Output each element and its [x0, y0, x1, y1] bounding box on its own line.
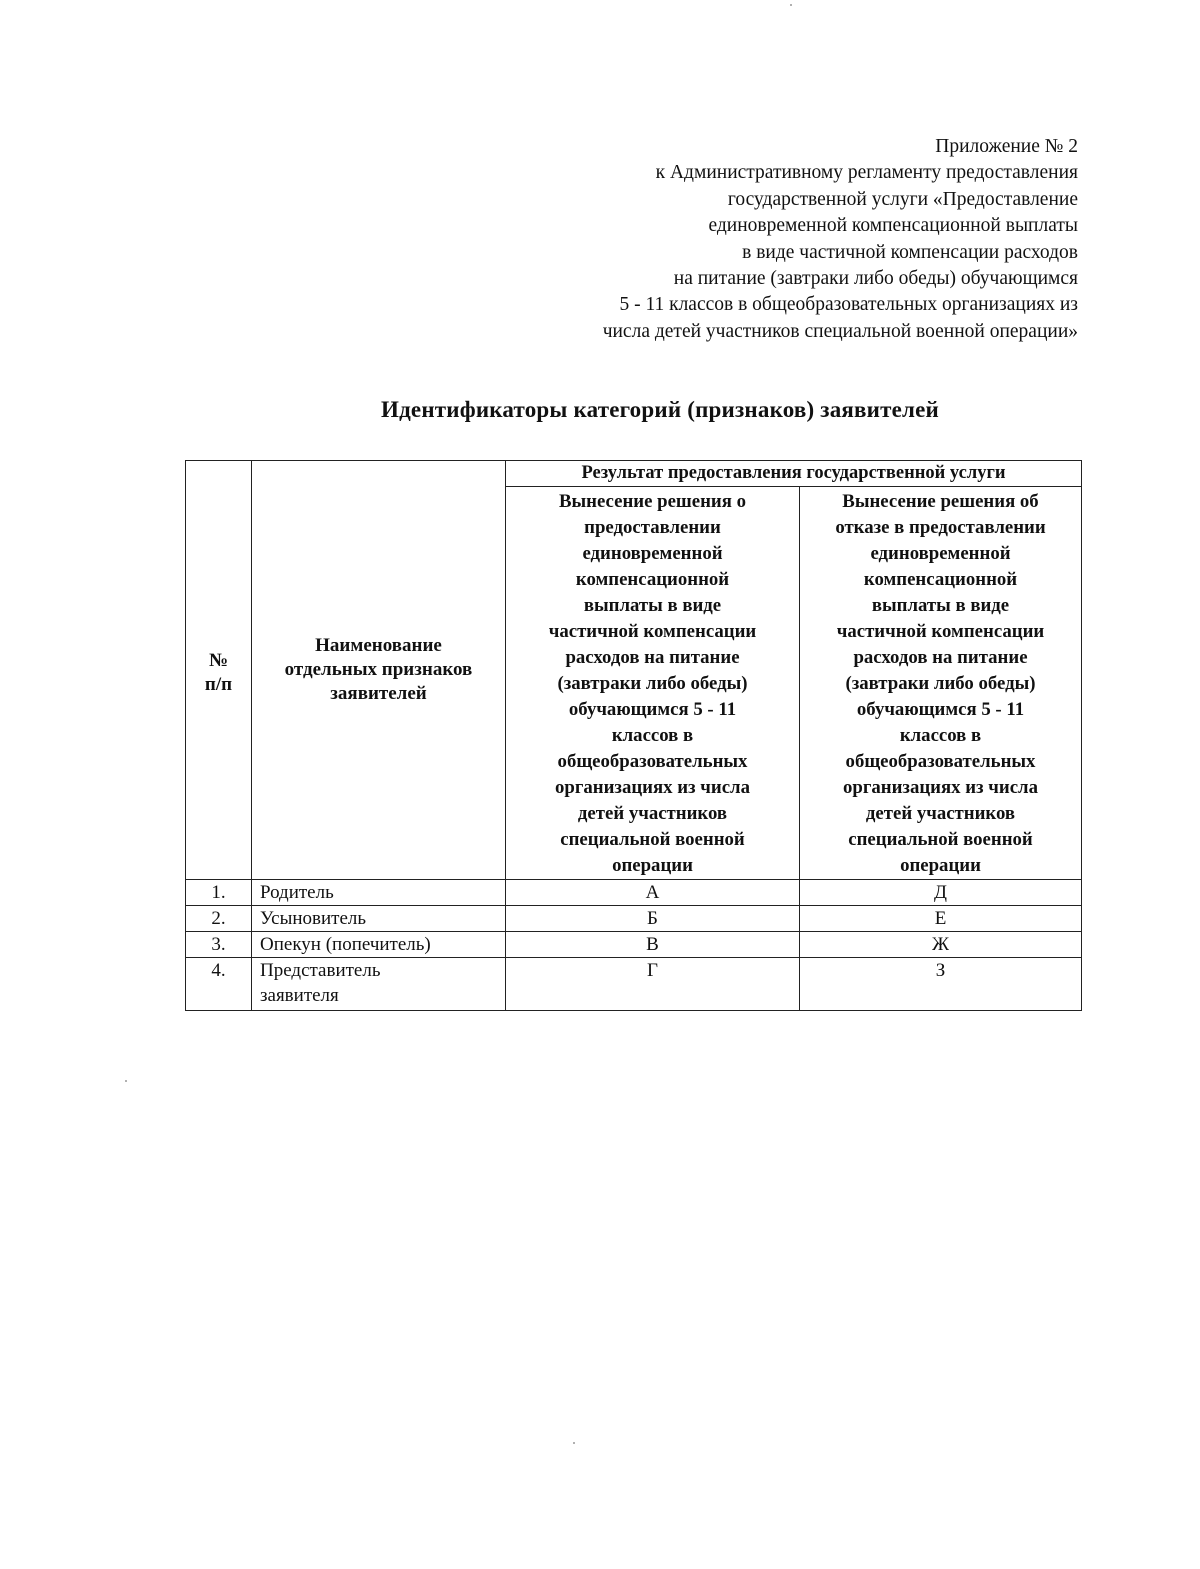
scan-speck — [790, 4, 792, 6]
row-number: 1. — [186, 880, 252, 906]
header-grant-line: Вынесение решения о — [558, 491, 746, 512]
header-refusal-line: расходов на питание — [853, 647, 1028, 668]
header-refusal-line: классов в — [899, 725, 982, 746]
header-grant-line: (завтраки либо обеды) — [557, 673, 748, 694]
appendix-line: Приложение № 2 — [935, 136, 1078, 157]
row-refusal-code: З — [800, 958, 1082, 1011]
header-refusal-line: Вынесение решения об — [842, 491, 1039, 512]
row-grant-code: Г — [506, 958, 800, 1011]
header-grant-line: классов в — [611, 725, 694, 746]
header-grant-line: детей участников — [577, 803, 728, 824]
appendix-line: в виде частичной компенсации расходов — [742, 241, 1078, 263]
identifiers-table — [185, 460, 1082, 1011]
header-grant-line: операции — [612, 855, 693, 876]
row-applicant-line: заявителя — [260, 985, 339, 1006]
row-applicant-line: Представитель — [260, 960, 381, 981]
header-grant-decision — [506, 487, 800, 880]
header-number-line: п/п — [204, 674, 233, 695]
header-name-cell — [252, 461, 506, 880]
header-grant-line: единовременной — [582, 543, 723, 564]
row-number: 2. — [186, 906, 252, 932]
header-row-group — [186, 461, 1082, 487]
appendix-line: государственной услуги «Предоставление — [727, 188, 1078, 210]
header-refusal-line: общеобразовательных — [845, 751, 1036, 772]
header-name-line: отдельных признаков — [284, 659, 473, 680]
appendix-line: к Административному регламенту предоставления — [655, 162, 1078, 184]
document-title: Идентификаторы категорий (признаков) заявителей — [380, 397, 940, 422]
header-refusal-line: организациях из числа — [843, 777, 1038, 798]
header-grant-line: частичной компенсации — [548, 621, 757, 642]
row-applicant-category — [252, 880, 506, 906]
header-grant-line: расходов на питание — [565, 647, 740, 668]
row-applicant-line: Опекун (попечитель) — [260, 934, 431, 955]
header-refusal-line: частичной компенсации — [836, 621, 1045, 642]
row-applicant-category — [252, 906, 506, 932]
table-row — [186, 958, 1082, 1011]
header-refusal-line: специальной военной — [848, 829, 1033, 850]
header-name-line: Наименование — [315, 635, 442, 656]
scan-speck — [125, 1080, 127, 1082]
header-number-line: № — [208, 650, 229, 671]
appendix-line: 5 - 11 классов в общеобразовательных организациях из — [619, 294, 1078, 316]
header-refusal-line: детей участников — [865, 803, 1016, 824]
header-refusal-line: (завтраки либо обеды) — [845, 673, 1036, 694]
header-result-group: Результат предоставления государственной услуги — [506, 461, 1082, 487]
header-number-cell — [186, 461, 252, 880]
row-grant-code: В — [506, 932, 800, 958]
table-row — [186, 932, 1082, 958]
header-grant-line: компенсационной — [575, 569, 730, 590]
row-grant-code: Б — [506, 906, 800, 932]
row-applicant-category — [252, 932, 506, 958]
row-refusal-code: Ж — [800, 932, 1082, 958]
appendix-header — [458, 134, 1078, 345]
header-refusal-line: операции — [900, 855, 981, 876]
header-refusal-line: обучающимся 5 - 11 — [856, 699, 1025, 720]
row-refusal-code: Е — [800, 906, 1082, 932]
header-grant-line: выплаты в виде — [583, 595, 722, 616]
header-grant-line: обучающимся 5 - 11 — [568, 699, 737, 720]
appendix-line: единовременной компенсационной выплаты — [708, 215, 1078, 237]
header-refusal-line: единовременной — [870, 543, 1011, 564]
header-grant-line: общеобразовательных — [557, 751, 748, 772]
header-refusal-decision — [800, 487, 1082, 880]
row-grant-code: А — [506, 880, 800, 906]
row-applicant-category — [252, 958, 506, 1011]
scan-speck — [573, 1442, 575, 1444]
header-name-line: заявителей — [330, 683, 427, 704]
header-refusal-line: компенсационной — [863, 569, 1018, 590]
header-grant-line: предоставлении — [584, 517, 721, 538]
row-number: 3. — [186, 932, 252, 958]
row-number: 4. — [186, 958, 252, 1011]
appendix-line: на питание (завтраки либо обеды) обучающимся — [673, 268, 1078, 290]
header-grant-line: специальной военной — [560, 829, 745, 850]
row-applicant-line: Усыновитель — [260, 908, 367, 929]
appendix-line: числа детей участников специальной военной операции» — [602, 320, 1078, 342]
table-row — [186, 906, 1082, 932]
header-refusal-line: отказе в предоставлении — [835, 517, 1046, 538]
table-row — [186, 880, 1082, 906]
header-grant-line: организациях из числа — [555, 777, 750, 798]
row-applicant-line: Родитель — [260, 882, 334, 903]
row-refusal-code: Д — [800, 880, 1082, 906]
header-refusal-line: выплаты в виде — [871, 595, 1010, 616]
